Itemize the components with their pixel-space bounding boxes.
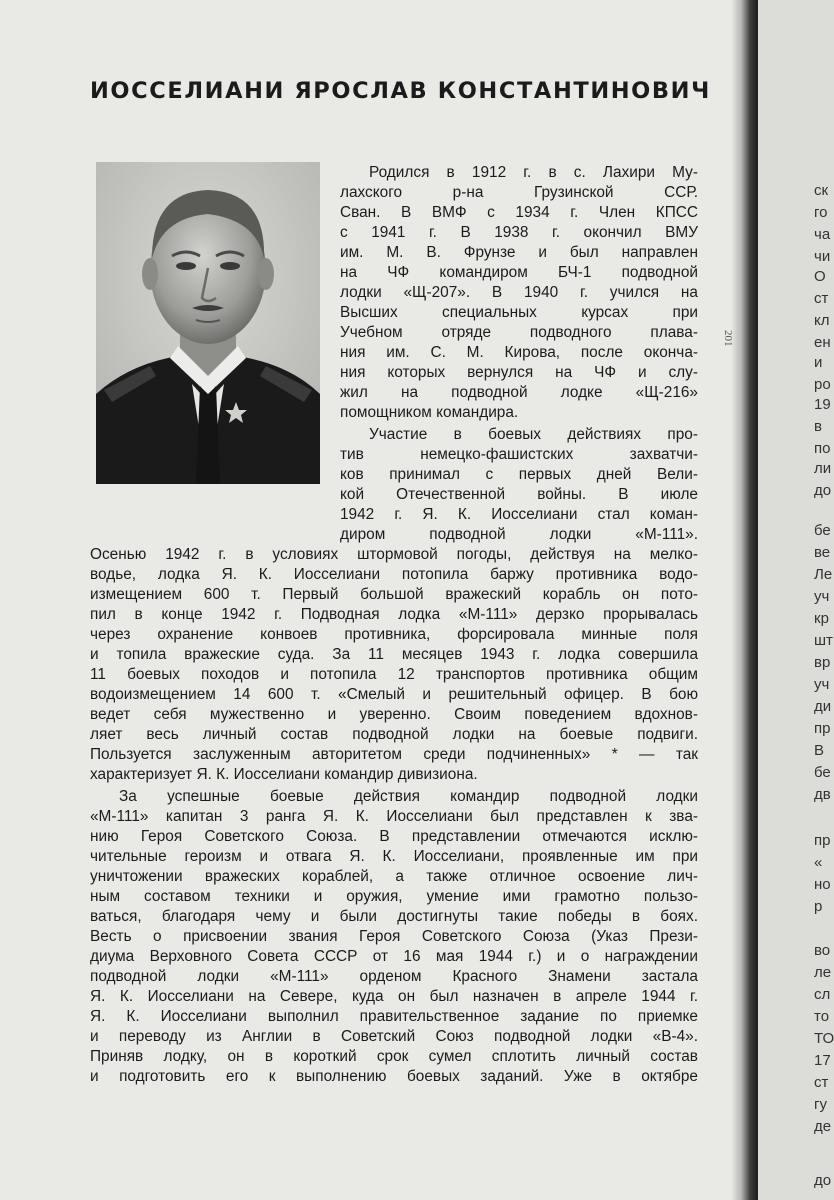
facing-page-fragment: гу xyxy=(814,1096,827,1113)
text-line: водье, лодка Я. К. Иосселиани потопила баржу противника водо- xyxy=(90,566,698,583)
facing-page-fragment: ди xyxy=(814,698,832,715)
facing-page-fragment: вр xyxy=(814,654,831,671)
facing-page-fragment: ен xyxy=(814,334,831,351)
facing-page-fragment: ст xyxy=(814,1074,829,1091)
facing-page-fragment: « xyxy=(814,854,823,871)
facing-page-fragment: В xyxy=(814,742,825,759)
text-line: Участие в боевых действиях про- xyxy=(369,426,698,443)
facing-page-fragment: уч xyxy=(814,676,830,693)
text-line: ным составом техники и оружия, умение ими грамотно пользо- xyxy=(90,888,698,905)
facing-page-fragment: и xyxy=(814,354,823,371)
text-line: пил в конце 1942 г. Подводная лодка «М-111» дерзко прорывалась xyxy=(90,606,698,623)
facing-page-fragment: по xyxy=(814,440,831,457)
facing-page-fragment: но xyxy=(814,876,831,893)
facing-page-fragment: 19 xyxy=(814,396,831,413)
text-line: Сван. В ВМФ с 1934 г. Член КПСС xyxy=(340,204,698,221)
text-line: ков принимал с первых дней Вели- xyxy=(340,466,698,483)
facing-page-fragment: дв xyxy=(814,786,831,803)
text-line: тив немецко-фашистских захватчи- xyxy=(340,446,698,463)
facing-page-fragment: де xyxy=(814,1118,832,1135)
text-line: Высших специальных курсах при xyxy=(340,304,698,321)
text-line: Я. К. Иосселиани на Севере, куда он был назначен в апреле 1944 г. xyxy=(90,988,698,1005)
text-line: с 1941 г. В 1938 г. окончил ВМУ xyxy=(340,224,698,241)
facing-page-fragment: пр xyxy=(814,832,831,849)
text-line: ния им. С. М. Кирова, после оконча- xyxy=(340,344,698,361)
text-line: ния которых вернулся на ЧФ и слу- xyxy=(340,364,698,381)
facing-page-fragment: ро xyxy=(814,376,831,393)
facing-page-fragment: Ле xyxy=(814,566,833,583)
facing-page-fragment: во xyxy=(814,942,831,959)
facing-page-fragment: бе xyxy=(814,764,831,781)
text-line: Осенью 1942 г. в условиях штормовой погоды, действуя на мелко- xyxy=(90,546,698,563)
spine-mark: 201 xyxy=(722,330,734,347)
facing-page-fragment: кр xyxy=(814,610,829,627)
facing-page-fragment: О xyxy=(814,268,826,285)
text-line: Приняв лодку, он в короткий срок сумел сплотить личный состав xyxy=(90,1048,698,1065)
facing-page-fragment: ле xyxy=(814,964,832,981)
text-line: измещением 600 т. Первый большой вражеский корабль он пото- xyxy=(90,586,698,603)
text-line: помощником командира. xyxy=(340,404,519,421)
text-line: Я. К. Иосселиани выполнил правительственное задание по приемке xyxy=(90,1008,698,1025)
text-line: диума Верховного Совета СССР от 16 мая 1944 г.) и о награждении xyxy=(90,948,698,965)
text-line: 11 боевых походов и потопила 12 транспортов противника общим xyxy=(90,666,698,683)
facing-page-fragment: р xyxy=(814,898,823,915)
text-line: нию Героя Советского Союза. В представлении отмечаются исклю- xyxy=(90,828,698,845)
text-line: водоизмещением 14 600 т. «Смелый и решительный офицер. В бою xyxy=(90,686,698,703)
text-line: подводной лодки «М-111» орденом Красного Знамени застала xyxy=(90,968,698,985)
text-line: диром подводной лодки «М-111». xyxy=(340,526,698,543)
text-line: и подготовить его к выполнению боевых заданий. Уже в октябре xyxy=(90,1068,698,1085)
facing-page-fragment: в xyxy=(814,418,822,435)
text-line: на ЧФ командиром БЧ-1 подводной xyxy=(340,264,698,281)
facing-page-fragment: кл xyxy=(814,312,830,329)
text-line: лахского р-на Грузинской ССР. xyxy=(340,184,698,201)
facing-page-fragment: ча xyxy=(814,226,831,243)
facing-page-fragment: пр xyxy=(814,720,831,737)
text-line: Родился в 1912 г. в с. Лахири Му- xyxy=(369,164,698,181)
facing-page-fragment: ТО xyxy=(814,1030,834,1047)
portrait-photo xyxy=(96,162,320,484)
facing-page-fragment: ве xyxy=(814,544,831,561)
text-line: Пользуется заслуженным авторитетом среди подчиненных» * — так xyxy=(90,746,698,763)
page-title: ИОССЕЛИАНИ ЯРОСЛАВ КОНСТАНТИНОВИЧ xyxy=(90,78,711,104)
text-line: уничтожении вражеских кораблей, а также отличное освоение лич- xyxy=(90,868,698,885)
facing-page-fragment: до xyxy=(814,1172,832,1189)
portrait-image xyxy=(96,162,320,484)
text-line: За успешные боевые действия командир подводной лодки xyxy=(119,788,698,805)
text-line: им. М. В. Фрунзе и был направлен xyxy=(340,244,698,261)
facing-page-fragment: чи xyxy=(814,248,831,265)
text-line: ляет весь личный состав подводной лодки на боевые подвиги. xyxy=(90,726,698,743)
text-line: и топила вражеские суда. За 11 месяцев 1943 г. лодка совершила xyxy=(90,646,698,663)
text-line: ведет себя мужественно и уверенно. Своим поведением вдохнов- xyxy=(90,706,698,723)
text-line: Учебном отряде подводного плава- xyxy=(340,324,698,341)
text-line: чительные героизм и отвага Я. К. Иосселиани, проявленные им при xyxy=(90,848,698,865)
text-line: «М-111» капитан 3 ранга Я. К. Иосселиани был представлен к зва- xyxy=(90,808,698,825)
text-line: Весть о присвоении звания Героя Советского Союза (Указ Прези- xyxy=(90,928,698,945)
facing-page-fragment: до xyxy=(814,482,832,499)
facing-page-fragment: уч xyxy=(814,588,830,605)
book-spine-shadow xyxy=(732,0,758,1200)
facing-page-fragment: шт xyxy=(814,632,833,649)
facing-page-edge xyxy=(758,0,834,1200)
text-line: характеризует Я. К. Иосселиани командир дивизиона. xyxy=(90,766,478,783)
facing-page-fragment: го xyxy=(814,204,828,221)
text-line: и переводу из Англии в Советский Союз подводной лодки «В-4». xyxy=(90,1028,698,1045)
text-line: кой Отечественной войны. В июле xyxy=(340,486,698,503)
text-line: жил на подводной лодке «Щ-216» xyxy=(340,384,698,401)
facing-page-fragment: ст xyxy=(814,290,829,307)
facing-page-fragment: ли xyxy=(814,460,832,477)
facing-page-fragment: сл xyxy=(814,986,831,1003)
text-line: ваться, благодаря чему и были достигнуты такие победы в боях. xyxy=(90,908,698,925)
text-line: лодки «Щ-207». В 1940 г. учился на xyxy=(340,284,698,301)
text-line: через охранение конвоев противника, форсировала минные поля xyxy=(90,626,698,643)
facing-page-fragment: то xyxy=(814,1008,830,1025)
facing-page-fragment: 17 xyxy=(814,1052,831,1069)
facing-page-fragment: бе xyxy=(814,522,831,539)
text-line: 1942 г. Я. К. Иосселиани стал коман- xyxy=(340,506,698,523)
facing-page-fragment: ск xyxy=(814,182,829,199)
